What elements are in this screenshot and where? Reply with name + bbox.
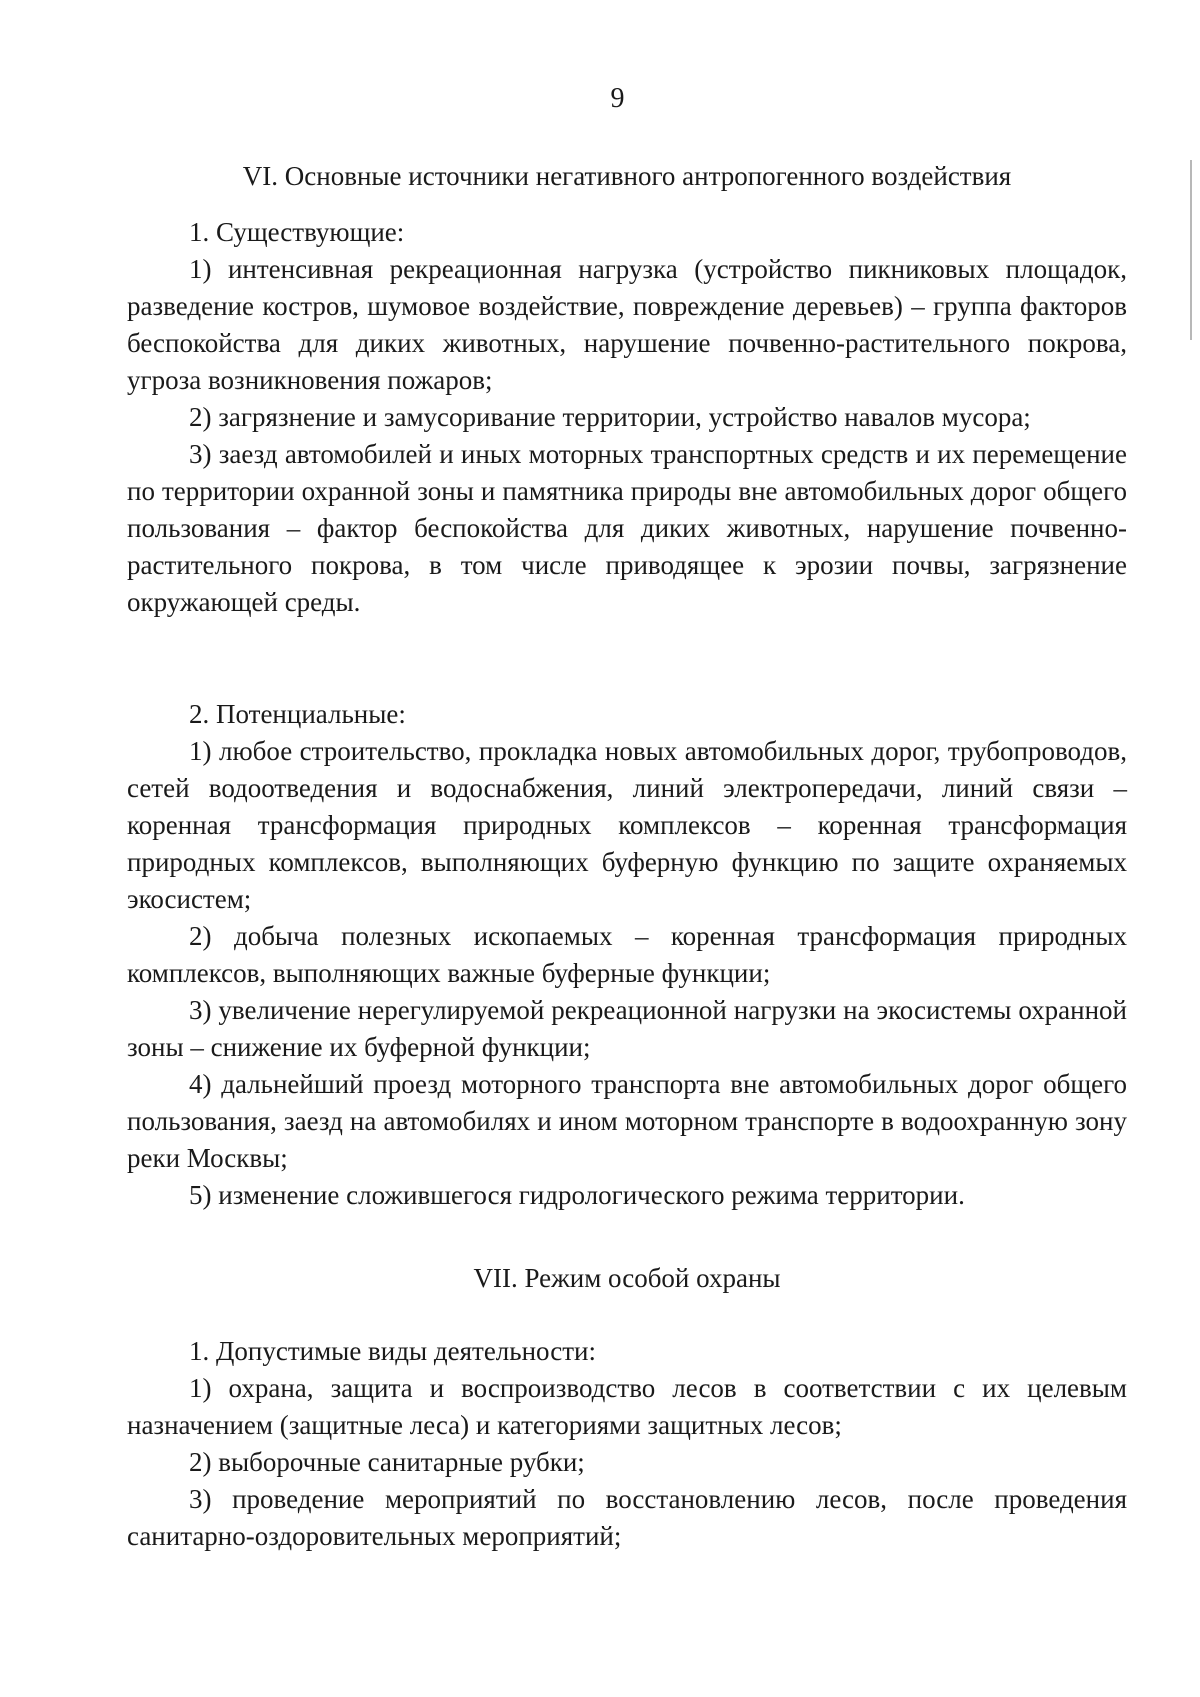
section-7-title: VII. Режим особой охраны [473,1263,781,1293]
section-6-existing [127,214,1127,621]
allowed-item-1: 1) охрана, защита и воспроизводство лесов в соответствии с их целевым назначением (защитные леса) и категориями защитных лесов; [127,1373,1127,1440]
section-6-title: VI. Основные источники негативного антропогенного воздействия [242,161,1012,191]
section-7-allowed [127,1333,1127,1555]
existing-item-1: 1) интенсивная рекреационная нагрузка (устройство пикниковых площадок, разведение костров, шумовое воздействие, повреждение деревьев) – группа факторов беспокойства для диких животных, нарушение почвенно-растительного покрова, угроза возникновения пожаров; [127,254,1127,395]
potential-item-1: 1) любое строительство, прокладка новых автомобильных дорог, трубопроводов, сетей водоотведения и водоснабжения, линий электропередачи, линий связи – коренная трансформация природных комплексов – коренная трансформация природных комплексов, выполняющих буферную функцию по защите охраняемых экосистем; [127,736,1127,914]
scan-edge-mark [1190,160,1192,340]
potential-item-2: 2) добыча полезных ископаемых – коренная трансформация природных комплексов, выполняющих важные буферные функции; [127,921,1127,988]
potential-item-5: 5) изменение сложившегося гидрологического режима территории. [189,1180,965,1210]
existing-item-3: 3) заезд автомобилей и иных моторных транспортных средств и их перемещение по территории охранной зоны и памятника природы вне автомобильных дорог общего пользования – фактор беспокойства для диких животных, нарушение почвенно-растительного покрова, в том числе приводящее к эрозии почвы, загрязнение окружающей среды. [127,439,1127,617]
existing-item-2: 2) загрязнение и замусоривание территории, устройство навалов мусора; [189,402,1031,432]
potential-item-4: 4) дальнейший проезд моторного транспорта вне автомобильных дорог общего пользования, заезд на автомобилях и ином моторном транспорте в водоохранную зону реки Москвы; [127,1069,1127,1173]
existing-heading: 1. Существующие: [189,217,405,247]
section-6-potential [127,696,1127,1214]
potential-heading: 2. Потенциальные: [189,699,406,729]
allowed-heading: 1. Допустимые виды деятельности: [189,1336,596,1366]
page-number: 9 [610,83,625,114]
potential-item-3: 3) увеличение нерегулируемой рекреационной нагрузки на экосистемы охранной зоны – снижение их буферной функции; [127,995,1127,1062]
allowed-item-3: 3) проведение мероприятий по восстановлению лесов, после проведения санитарно-оздоровительных мероприятий; [127,1484,1127,1551]
allowed-item-2: 2) выборочные санитарные рубки; [189,1447,585,1477]
